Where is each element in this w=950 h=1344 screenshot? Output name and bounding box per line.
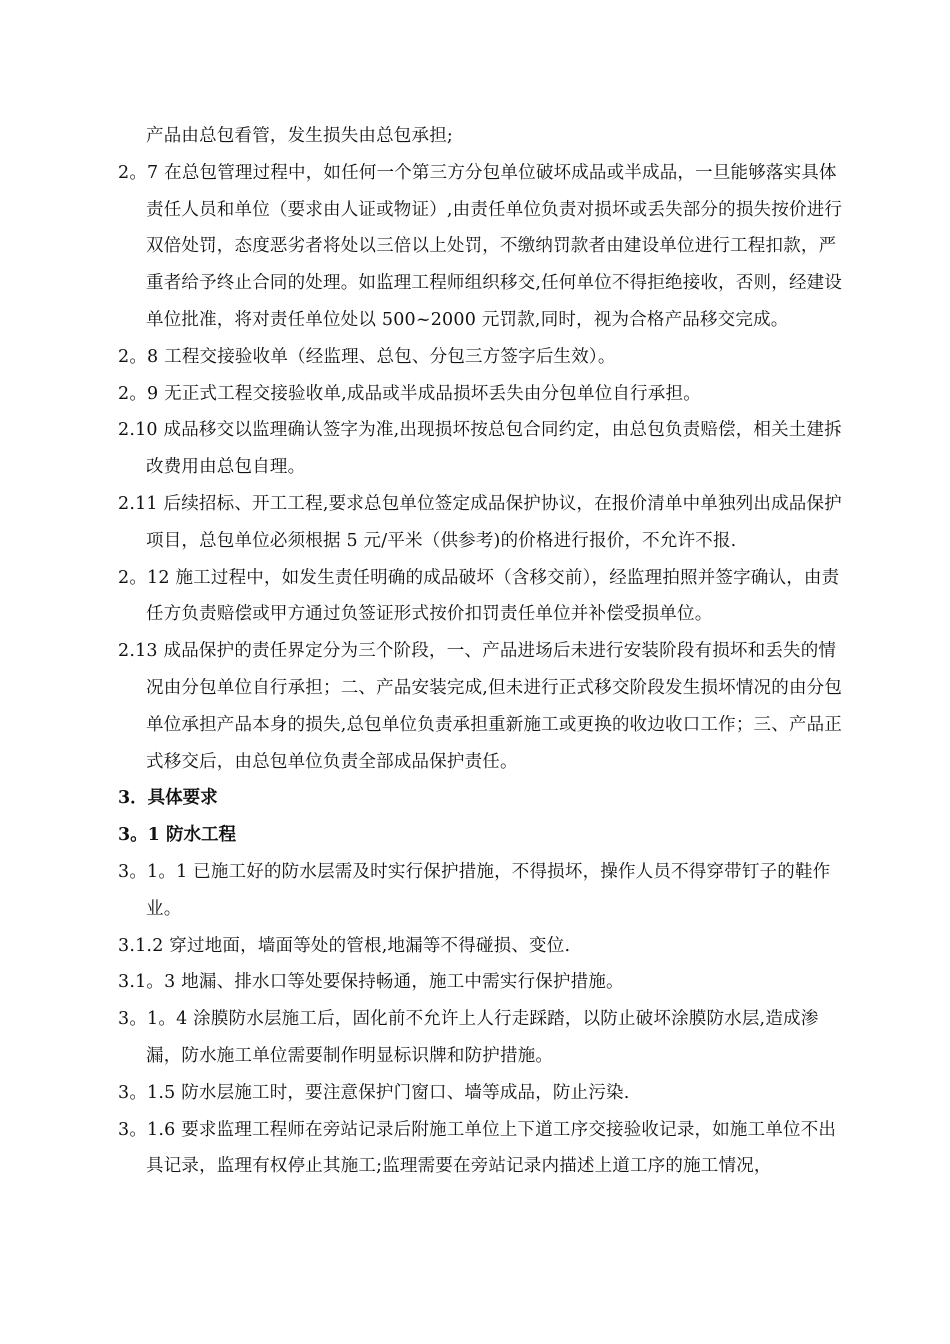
paragraph-2-8: 2。8 工程交接验收单（经监理、总包、分包三方签字后生效）。 — [118, 346, 616, 367]
paragraph-2-13: 2.13 成品保护的责任界定分为三个阶段，一、产品进场后未进行安装阶段有损坏和丢失的情况由分包单位自行承担；二、产品安装完成,但未进行正式移交阶段发生损坏情况的由分包单位承担产品本身的损失,总包单位负责承担重新施工或更换的收边收口工作；三、产品正式移交后，由总包单位负责全部成品保护责任。 — [118, 641, 843, 772]
paragraph-3-1-2: 3.1.2 穿过地面，墙面等处的管根,地漏等不得碰损、变位. — [118, 935, 571, 956]
section-heading-3: 3．具体要求 — [118, 788, 218, 809]
paragraph-3-1-3: 3.1。3 地漏、排水口等处要保持畅通，施工中需实行保护措施。 — [118, 972, 624, 993]
paragraph-3-1-1: 3。1。1 已施工好的防水层需及时实行保护措施，不得损坏，操作人员不得穿带钉子的鞋作业。 — [118, 861, 831, 919]
paragraph-3-1-6: 3。1.6 要求监理工程师在旁站记录后附施工单位上下道工序交接验收记录，如施工单位不出具记录，监理有权停止其施工;监理需要在旁站记录内描述上道工序的施工情况， — [118, 1119, 837, 1177]
subsection-heading-3-1: 3。1 防水工程 — [118, 825, 236, 846]
paragraph-3-1-4: 3。1。4 涂膜防水层施工后，固化前不允许上人行走踩踏，以防止破坏涂膜防水层,造成渗漏，防水施工单位需要制作明显标识牌和防护措施。 — [118, 1009, 819, 1066]
document-body — [118, 118, 853, 1185]
paragraph-2-10: 2.10 成品移交以监理确认签字为准,出现损坏按总包合同约定，由总包负责赔偿，相关土建拆改费用由总包自理。 — [118, 420, 842, 478]
paragraph-2-12: 2。12 施工过程中，如发生责任明确的成品破坏（含移交前），经监理拍照并签字确认，由责任方负责赔偿或甲方通过负签证形式按价扣罚责任单位并补偿受损单位。 — [118, 567, 840, 625]
paragraph-2-7: 2。7 在总包管理过程中，如任何一个第三方分包单位破坏成品或半成品，一旦能够落实具体责任人员和单位（要求由人证或物证）,由责任单位负责对损坏或丢失部分的损失按价进行双倍处罚，态度恶劣者将处以三倍以上处罚，不缴纳罚款者由建设单位进行工程扣款，严重者给予终止合同的处理。如监理工程师组织移交,任何单位不得拒绝接收，否则，经建设单位批准，将对责任单位处以 500~2000 元罚款,同时，视为合格产品移交完成。 — [118, 162, 843, 330]
paragraph-continuation: 产品由总包看管，发生损失由总包承担; — [146, 126, 453, 146]
paragraph-3-1-5: 3。1.5 防水层施工时，要注意保护门窗口、墙等成品，防止污染. — [118, 1082, 630, 1103]
paragraph-2-9: 2。9 无正式工程交接验收单,成品或半成品损坏丢失由分包单位自行承担。 — [118, 383, 701, 404]
paragraph-2-11: 2.11 后续招标、开工工程,要求总包单位签定成品保护协议，在报价清单中单独列出成品保护项目，总包单位必须根据 5 元/平米（供参考)的价格进行报价，不允许不报. — [118, 493, 842, 551]
